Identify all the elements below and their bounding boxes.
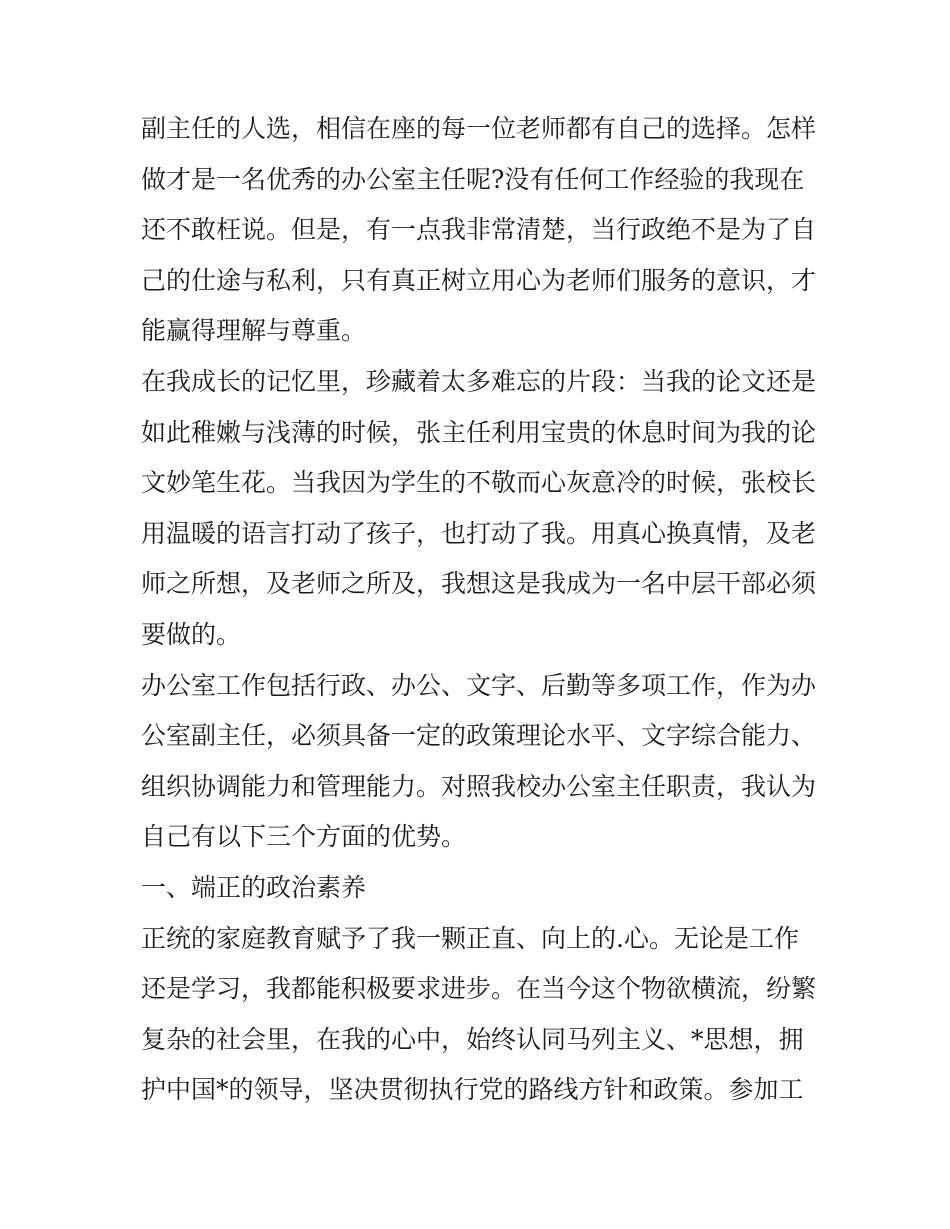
text-line: 在我成长的记忆里，珍藏着太多难忘的片段：当我的论文还是 (141, 366, 817, 396)
text-line: 用温暖的语言打动了孩子，也打动了我。用真心换真情，及老 (141, 518, 817, 548)
text-line: 正统的家庭教育赋予了我一颗正直、向上的.心。无论是工作 (141, 923, 799, 953)
section-heading: 一、端正的政治素养 (141, 872, 367, 902)
text-line: 要做的。 (141, 619, 242, 649)
text-line: 做才是一名优秀的办公室主任呢?没有任何工作经验的我现在 (141, 164, 805, 194)
text-line: 己的仕途与私利，只有真正树立用心为老师们服务的意识，才 (141, 265, 817, 295)
text-line: 组织协调能力和管理能力。对照我校办公室主任职责，我认为 (141, 771, 817, 801)
text-line: 自己有以下三个方面的优势。 (141, 822, 467, 852)
text-line: 公室副主任，必须具备一定的政策理论水平、文字综合能力、 (141, 721, 817, 751)
text-line: 如此稚嫩与浅薄的时候，张主任利用宝贵的休息时间为我的论 (141, 417, 817, 447)
text-line: 副主任的人选，相信在座的每一位老师都有自己的选择。怎样 (141, 114, 817, 143)
text-line: 还是学习，我都能积极要求进步。在当今这个物欲横流，纷繁 (141, 974, 817, 1004)
text-line: 还不敢枉说。但是，有一点我非常清楚，当行政绝不是为了自 (141, 215, 817, 245)
text-line: 办公室工作包括行政、办公、文字、后勤等多项工作，作为办 (141, 670, 817, 700)
text-line: 复杂的社会里，在我的心中，始终认同马列主义、*思想，拥 (141, 1024, 804, 1054)
text-line: 能赢得理解与尊重。 (141, 316, 367, 346)
document-body (141, 104, 831, 1116)
text-line: 护中国*的领导，坚决贯彻执行党的路线方针和政策。参加工 (141, 1075, 804, 1105)
text-line: 文妙笔生花。当我因为学生的不敬而心灰意冷的时候，张校长 (141, 468, 817, 498)
text-line: 师之所想，及老师之所及，我想这是我成为一名中层干部必须 (141, 569, 817, 599)
